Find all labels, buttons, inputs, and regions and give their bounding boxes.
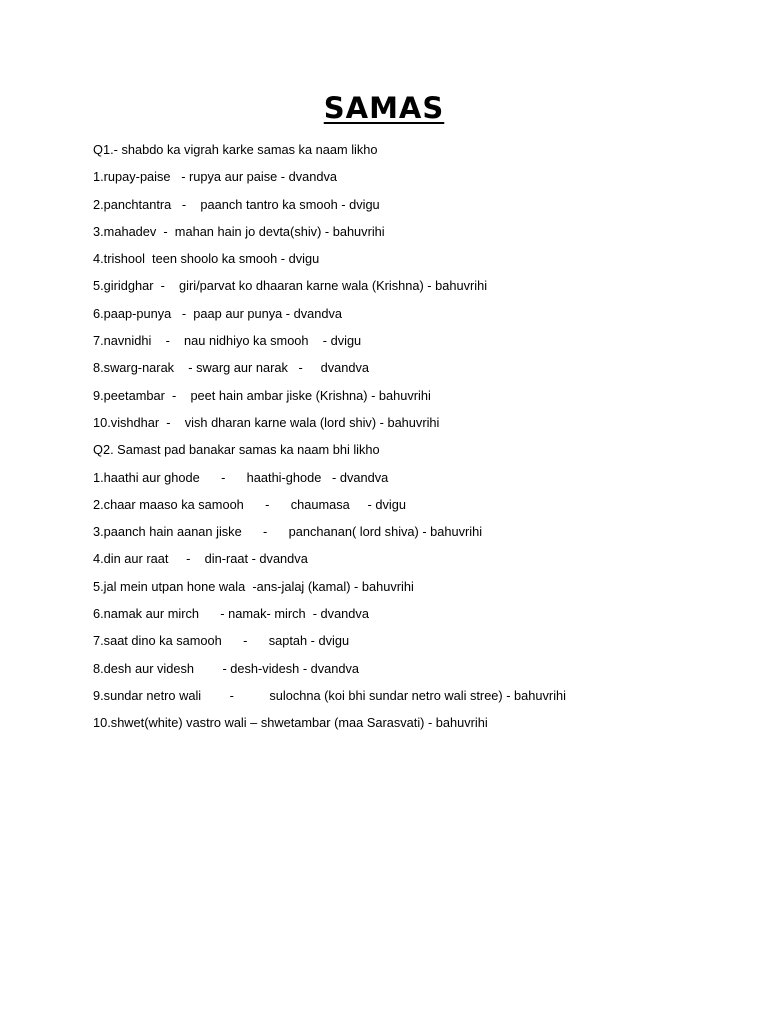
q1-item-6: 6.paap-punya - paap aur punya - dvandva [93, 305, 343, 321]
q2-item-9: 9.sundar netro wali - sulochna (koi bhi sundar netro wali stree) - bahuvrihi [93, 687, 566, 703]
q1-item-9: 9.peetambar - peet hain ambar jiske (Krishna) - bahuvrihi [93, 387, 431, 403]
q2-item-1: 1.haathi aur ghode - haathi-ghode - dvandva [93, 469, 389, 485]
q1-item-1: 1.rupay-paise - rupya aur paise - dvandva [93, 169, 337, 185]
document-body [93, 140, 753, 741]
q2-item-2: 2.chaar maaso ka samooh - chaumasa - dvigu [93, 496, 406, 512]
q2-item-7: 7.saat dino ka samooh - saptah - dvigu [93, 633, 350, 649]
q1-item-5: 5.giridghar - giri/parvat ko dhaaran karne wala (Krishna) - bahuvrihi [93, 278, 488, 294]
q1-item-2: 2.panchtantra - paanch tantro ka smooh - dvigu [93, 196, 380, 212]
q1-item-4: 4.trishool teen shoolo ka smooh - dvigu [93, 251, 320, 267]
q1-item-7: 7.navnidhi - nau nidhiyo ka smooh - dvigu [93, 333, 362, 349]
q1-item-3: 3.mahadev - mahan hain jo devta(shiv) - bahuvrihi [93, 223, 385, 239]
q2-item-8: 8.desh aur videsh - desh-videsh - dvandva [93, 660, 360, 676]
q2-heading: Q2. Samast pad banakar samas ka naam bhi likho [93, 442, 380, 458]
q1-heading: Q1.- shabdo ka vigrah karke samas ka naam likho [93, 142, 378, 157]
q2-item-4: 4.din aur raat - din-raat - dvandva [93, 551, 308, 567]
document-title: SAMAS [323, 91, 445, 125]
q1-item-10: 10.vishdhar - vish dharan karne wala (lord shiv) - bahuvrihi [93, 414, 440, 430]
q1-item-8: 8.swarg-narak - swarg aur narak - dvandva [93, 360, 369, 376]
q2-item-10: 10.shwet(white) vastro wali – shwetambar (maa Sarasvati) - bahuvrihi [93, 715, 488, 731]
q2-item-3: 3.paanch hain aanan jiske - panchanan( lord shiva) - bahuvrihi [93, 524, 483, 540]
q2-item-5: 5.jal mein utpan hone wala -ans-jalaj (kamal) - bahuvrihi [93, 578, 414, 594]
q2-item-6: 6.namak aur mirch - namak- mirch - dvandva [93, 606, 369, 622]
